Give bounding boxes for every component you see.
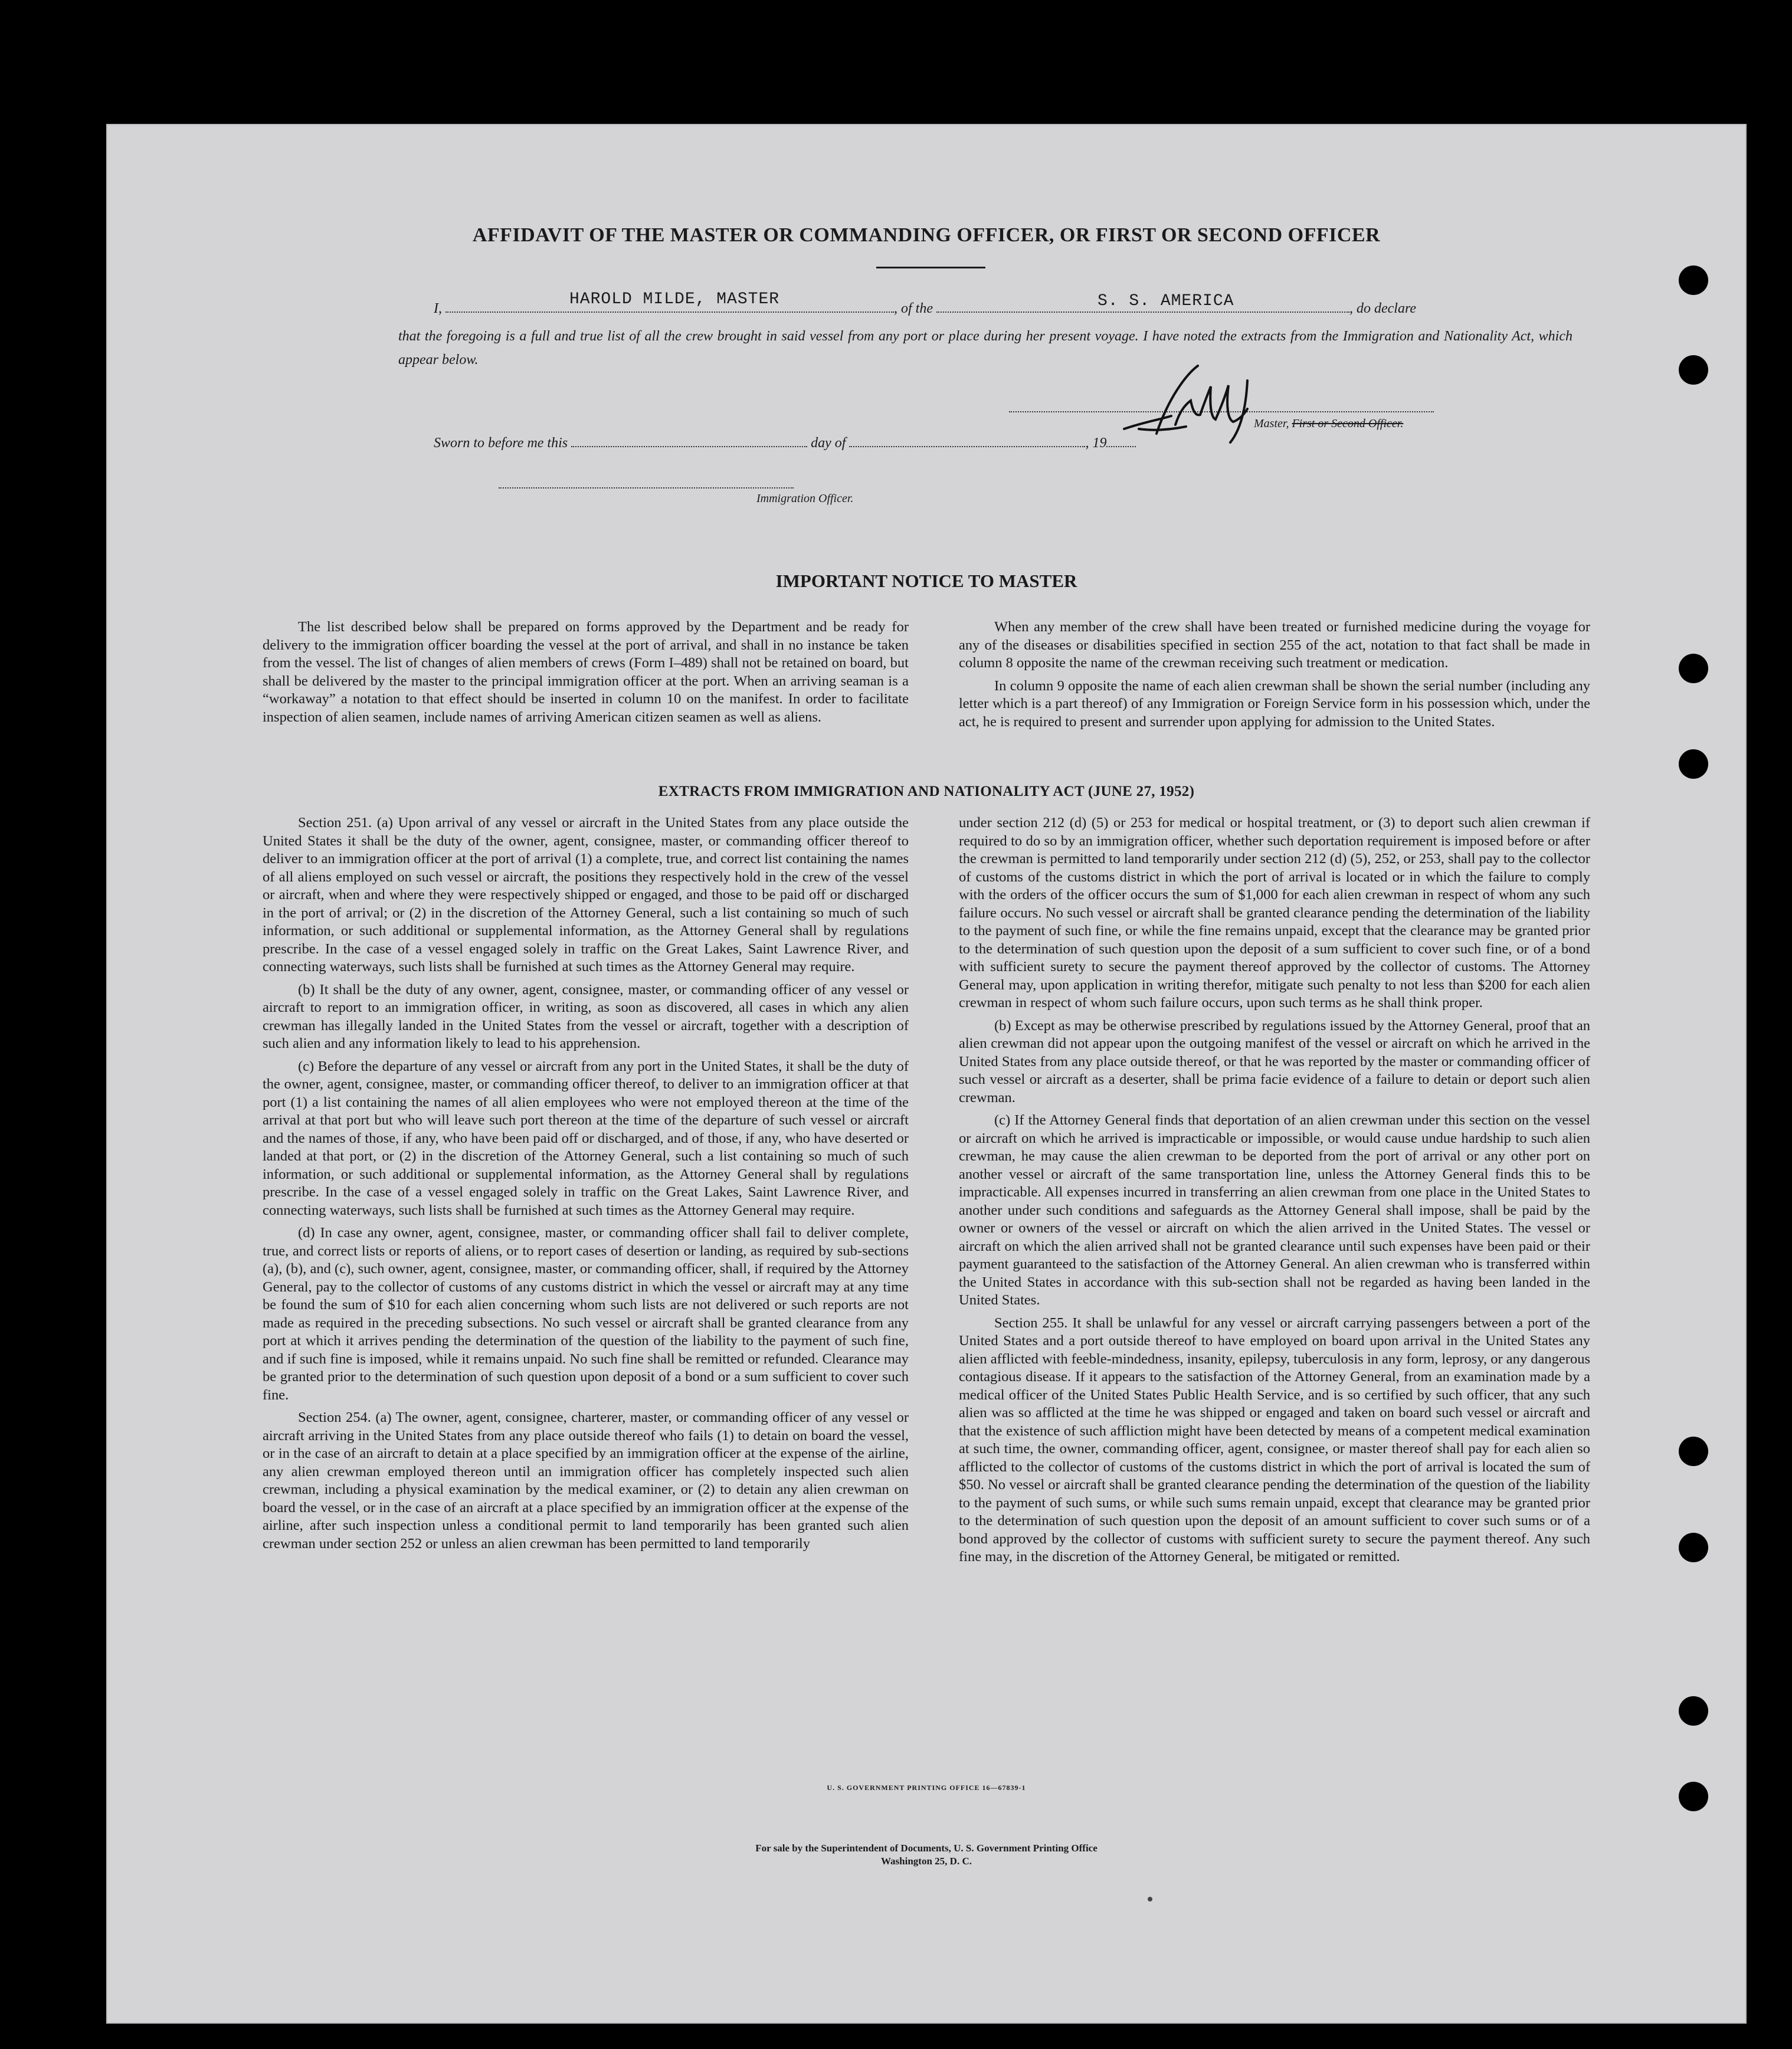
do-declare-label: , do declare (1349, 301, 1417, 316)
sworn-day-field[interactable] (571, 446, 807, 447)
binder-hole (1679, 1696, 1708, 1726)
binder-hole (1679, 749, 1708, 779)
vessel-name-field[interactable] (936, 312, 1349, 313)
master-name-value: HAROLD MILDE, MASTER (569, 290, 780, 309)
notice-right-column (959, 618, 1590, 736)
section-254a-continued: under section 212 (d) (5) or 253 for medical or hospital treatment, or (3) to deport such alien crewman if required to do so by an immigration officer, whether such deportation requirement is imposed before or after the crewman is permitted to land temporarily under section 212 (d) (5), 252, or 253, shall pay to the collector of customs of the customs district in which the port of arrival is located or in which the failure to comply with the orders of the officer occurs the sum of $1,000 for each alien crewman in respect of whom any such failure occurs. No such vessel or aircraft shall be granted clearance pending the determination of the liability to the payment of such fine, or while the fine remains unpaid, except that the clearance may be granted prior to the determination of such question upon the deposit of a sum sufficient to cover such fine, or of a bond with sufficient surety to secure the payment thereof approved by the collector of customs. The Attorney General may, upon application in writing therefor, mitigate such penalty to not less than $200 for each alien crewman in respect of whom such failure occurs, upon such terms as he shall think proper. (959, 815, 1590, 1011)
sworn-month-field[interactable] (849, 446, 1085, 447)
section-254c: (c) If the Attorney General finds that deportation of an alien crewman under this section on the vessel or aircraft on which he arrived is impracticable or impossible, or would cause undue hardship to such alien crewman, he may cause the alien crewman to be deported from the port of arrival or any other port on another vessel or aircraft of the same transportation line, unless the Attorney General finds this to be impracticable. All expenses incurred in transferring an alien crewman from one place in the United States to another under such conditions and safeguards as the Attorney General shall impose, shall be paid by the owner or owners of the vessel or aircraft on which the alien arrived in the United States. The vessel or aircraft on which the alien arrived shall not be granted clearance until such expenses have been paid or their payment guaranteed to the satisfaction of the Attorney General. An alien crewman who is transferred within the United States in accordance with this sub-section shall not be regarded as having been landed in the United States. (959, 1112, 1590, 1308)
section-251c: (c) Before the departure of any vessel or aircraft from any port in the United States, it shall be the duty of the owner, agent, consignee, master, or commanding officer thereof, to deliver to an immigration officer at that port (1) a list containing the names of all alien employees who were not employed thereon at the time of the arrival at that port but who will leave such port thereon at the time of the departure of such vessel or aircraft and the names of those, if any, who have been paid off or discharged, and of those, if any, who have deserted or landed at that port, or (2) in the discretion of the Attorney General, such a list containing so much of such information, or such additional or supplemental information, as the Attorney General shall by regulations prescribe. In the case of a vessel engaged solely in traffic on the Great Lakes, Saint Lawrence River, and connecting waterways, such lists shall be furnished at such times as the Attorney General may require. (263, 1058, 909, 1218)
notice-right-paragraph-2: In column 9 opposite the name of each alien crewman shall be shown the serial number (including any letter which is a part thereof) of any Immigration or Foreign Service form in his possession which, under the act, he is required to present and surrender upon applying for admission to the United States. (959, 677, 1590, 730)
year-label: , 19 (1085, 435, 1107, 451)
extracts-title: EXTRACTS FROM IMMIGRATION AND NATIONALITY ACT (JUNE 27, 1952) (658, 783, 1195, 799)
extracts-right-column (959, 814, 1590, 1571)
notice-title: IMPORTANT NOTICE TO MASTER (775, 571, 1077, 591)
section-255: Section 255. It shall be unlawful for any vessel or aircraft carrying passengers between a port of the United States and a port outside thereof to have employed on board upon arrival in the United States any alien afflicted with feeble-mindedness, insanity, epilepsy, tuberculosis in any form, leprosy, or any dangerous contagious disease. If it appears to the satisfaction of the Attorney General, from an examination made by a medical officer of the United States Public Health Service, and is so certified by such officer, that any such alien was so afflicted at the time he was shipped or engaged and taken on board such vessel or aircraft and that the existence of such affliction might have been detected by means of a competent medical examination at such time, the owner, commanding officer, agent, consignee, or master thereof shall pay for each alien so afflicted to the collector of customs of the customs district in which the port of arrival is located the sum of $50. No vessel or aircraft shall be granted clearance pending the determination of the question of the liability to the payment of such sums, or while such sums remain unpaid, except that clearance may be granted prior to the determination of such question upon the deposit of an amount sufficient to cover such sums or of a bond approved by the collector of customs with sufficient surety to secure the payment thereof. Any such fine may, in the discretion of the Attorney General, be mitigated or remitted. (959, 1314, 1590, 1565)
section-254b: (b) Except as may be otherwise prescribed by regulations issued by the Attorney General, proof that an alien crewman did not appear upon the outgoing manifest of the vessel or aircraft on which he arrived in the United States from any place outside thereof, or that he was reported by the master or commanding officer of such vessel or aircraft as a deserter, shall be prima facie evidence of a failure to detain or deport such alien crewman. (959, 1017, 1590, 1106)
binder-hole (1679, 1782, 1708, 1811)
section-251a: Section 251. (a) Upon arrival of any vessel or aircraft in the United States from any place outside the United States it shall be the duty of the owner, agent, consignee, master, or commanding officer thereof to deliver to an immigration officer at the port of arrival (1) a complete, true, and correct list containing the names of all aliens employed on such vessel or aircraft, the positions they respectively hold in the crew of the vessel or aircraft, when and where they were respectively shipped or engaged, and those to be paid off or discharged in the port of arrival; or (2) in the discretion of the Attorney General, such a list containing so much of such information, or such additional or supplemental information, as the Attorney General shall by regulations prescribe. In the case of a vessel engaged solely in traffic on the Great Lakes, Saint Lawrence River, and connecting waterways, such lists shall be furnished at such times as the Attorney General may require. (263, 815, 909, 975)
caption-master: Master, (1254, 417, 1289, 430)
immigration-officer-caption: Immigration Officer. (756, 492, 854, 505)
of-the-label: , of the (894, 301, 933, 316)
binder-hole (1679, 654, 1708, 683)
binder-hole (1679, 265, 1708, 295)
master-name-field[interactable] (445, 312, 894, 313)
notice-right-paragraph-1: When any member of the crew shall have been treated or furnished medicine during the voyage for any of the diseases or disabilities specified in section 255 of the act, notation to that fact shall be made in column 8 opposite the name of the crewman receiving such treatment or medication. (959, 619, 1590, 671)
extracts-left-column (263, 814, 909, 1558)
binder-hole (1679, 1437, 1708, 1466)
notice-left-column (263, 618, 909, 731)
sale-line-2: Washington 25, D. C. (881, 1855, 972, 1867)
sworn-year-field[interactable] (1106, 446, 1136, 447)
affidavit-title: AFFIDAVIT OF THE MASTER OR COMMANDING OFFICER, OR FIRST OR SECOND OFFICER (472, 224, 1381, 246)
title-rule (876, 267, 985, 268)
section-254a: Section 254. (a) The owner, agent, consignee, charterer, master, or commanding officer of any vessel or aircraft arriving in the United States from any place outside thereof who fails (1) to detain on board the vessel, or in the case of an aircraft to detain at a place specified by an immigration officer at the expense of the airline, any alien crewman employed thereon until an immigration officer has completely inspected such alien crewman, including a physical examination by the medical examiner, or (2) to detain any alien crewman on board the vessel, or in the case of an aircraft at a place specified by an immigration officer at the expense of the airline, after such inspection unless a conditional permit to land temporarily has been granted such alien crewman under section 252 or unless an alien crewman has been permitted to land temporarily (263, 1409, 909, 1552)
gpo-imprint: U. S. GOVERNMENT PRINTING OFFICE 16—67839-1 (827, 1784, 1026, 1792)
section-251b: (b) It shall be the duty of any owner, agent, consignee, master, or commanding officer of any vessel or aircraft to report to an immigration officer, in writing, as soon as discovered, all cases in which any alien crewman has illegally landed in the United States from the vessel or aircraft, together with a description of such alien and any information likely to lead to his apprehension. (263, 981, 909, 1051)
vessel-name-value: S. S. AMERICA (1098, 292, 1234, 310)
caption-struck-officer: First or Second Officer. (1292, 417, 1404, 430)
sworn-label: Sworn to before me this (434, 435, 568, 451)
sworn-line (434, 435, 1136, 451)
immigration-officer-line (499, 487, 794, 489)
binder-hole (1679, 1533, 1708, 1562)
day-of-label: day of (811, 435, 846, 451)
paper-speck (1148, 1897, 1152, 1902)
binder-hole (1679, 355, 1708, 385)
master-signature-image (1121, 363, 1263, 445)
form-page (106, 124, 1747, 2024)
sale-notice (106, 1842, 1747, 1868)
signature-caption (1254, 417, 1403, 431)
i-label: I, (434, 301, 442, 316)
notice-left-paragraph: The list described below shall be prepared on forms approved by the Department and be ready for delivery to the immigration officer boarding the vessel at the port of arrival, and shall in no instance be taken from the vessel. The list of changes of alien members of crews (Form I–489) shall not be retained on board, but shall be delivered by the master to the principal immigration officer at the port. When an arriving seaman is a “workaway” a notation to that effect should be inserted in column 10 on the manifest. In order to facilitate inspection of alien seamen, include names of arriving American citizen seamen as well as aliens. (263, 619, 909, 725)
section-251d: (d) In case any owner, agent, consignee, master, or commanding officer shall fail to deliver complete, true, and correct lists or reports of aliens, or to report cases of desertion or landing, as required by sub-sections (a), (b), and (c), such owner, agent, consignee, master, or commanding officer, shall, if required by the Attorney General, pay to the collector of customs of any customs district in which the vessel or aircraft may at any time be found the sum of $10 for each alien concerning whom such lists are not delivered or such reports are not made as required in the preceding subsections. No such vessel or aircraft shall be granted clearance from any port at which it arrives pending the determination of the question of the liability to the payment of such fine, and if such fine is imposed, while it remains unpaid. No such fine shall be remitted or refunded. Clearance may be granted prior to the determination of such question upon deposit of a bond or a sum sufficient to cover such fine. (263, 1225, 909, 1403)
declaration-text: that the foregoing is a full and true list of all the crew brought in said vessel from any port or place during her present voyage. I have noted the extracts from the Immigration and Nationality Act, which appear below. (398, 329, 1572, 368)
sale-line-1: For sale by the Superintendent of Documents, U. S. Government Printing Office (755, 1843, 1098, 1854)
